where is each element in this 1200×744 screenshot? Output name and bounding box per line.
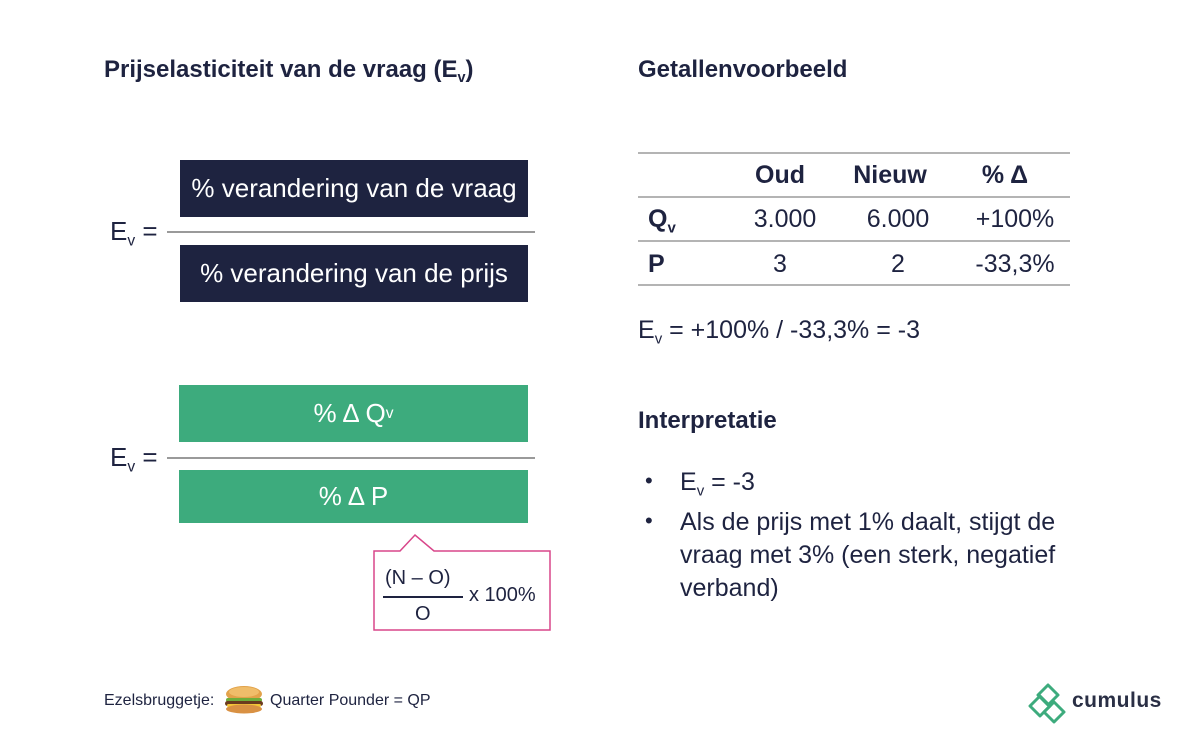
formula1-fraction-line <box>167 231 535 233</box>
left-title: Prijselasticiteit van de vraag $(E_v)$ <box>104 56 474 87</box>
formula1-denominator: % verandering van de prijs <box>180 245 528 302</box>
table-cell: -33,3% <box>975 250 1055 278</box>
table-cell: +100% <box>975 205 1055 233</box>
interpretation-title: Interpretatie <box>638 407 777 434</box>
table-header-rule <box>638 196 1070 198</box>
right-title: Getallenvoorbeeld <box>638 56 848 83</box>
formula1-numerator: % verandering van de vraag <box>180 160 528 217</box>
cumulus-logo-icon <box>1028 682 1070 726</box>
callout-times: x 100% <box>469 584 536 606</box>
burger-icon <box>223 685 265 715</box>
cumulus-logo-text: cumulus <box>1072 689 1162 712</box>
table-bottom-rule <box>638 284 1070 286</box>
table-cell: 6.000 <box>866 205 930 233</box>
bullet-item-ev: $E_v = -3$ <box>680 468 755 500</box>
formula2-ev-label: $E_v$ = <box>110 442 158 476</box>
mnemonic-text: Quarter Pounder = QP <box>270 692 431 709</box>
mnemonic-label: Ezelsbruggetje: <box>104 692 215 709</box>
table-cell: 3.000 <box>753 205 817 233</box>
table-row-label: P <box>648 250 665 278</box>
table-cell: 3 <box>773 250 787 278</box>
result-formula: $E_v = +100\% / -33,3\% = -3$ <box>638 316 920 348</box>
table-top-rule <box>638 152 1070 154</box>
formula1-ev-label: $E_v$ = <box>110 216 158 250</box>
callout-fraction-line <box>383 596 463 598</box>
table-row-rule <box>638 240 1070 242</box>
table-header-oud: Oud <box>755 161 805 189</box>
bullet-dot: • <box>645 508 653 533</box>
table-header-nieuw: Nieuw <box>853 161 927 189</box>
table-row-label: $Q_v$ <box>648 205 676 237</box>
table-header-delta: % Δ <box>981 161 1029 189</box>
table-cell: 2 <box>891 250 905 278</box>
bullet-item-explanation: Als de prijs met 1% daalt, stijgt de vraag met 3% (een sterk, negatief verband) <box>680 508 1056 602</box>
formula2-fraction-line <box>167 457 535 459</box>
formula2-denominator: % Δ P <box>179 470 528 523</box>
bullet-dot: • <box>645 468 653 493</box>
callout-denominator: O <box>415 603 431 625</box>
callout-numerator: (N – O) <box>385 567 451 589</box>
formula2-numerator: % Δ Q v <box>179 385 528 442</box>
